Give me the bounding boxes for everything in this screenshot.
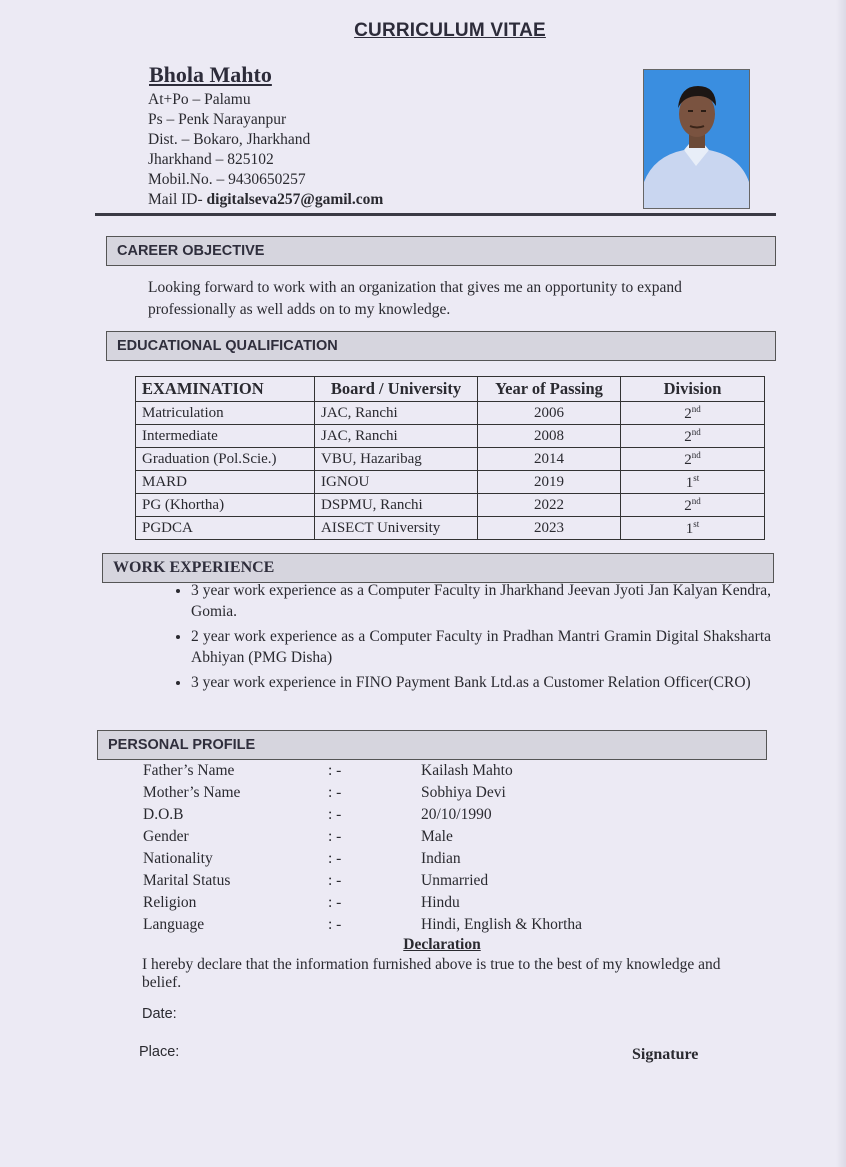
profile-value: 20/10/1990 [421,806,492,823]
profile-value: Indian [421,850,461,867]
place-label: Place: [139,1044,180,1060]
work-experience-list [165,580,771,697]
table-row [136,517,765,540]
division-cell: 1st [621,517,765,540]
profile-separator: : - [328,784,342,801]
table-row [136,448,765,471]
list-item: • 3 year work experience in FINO Payment Bank Ltd.as a Customer Relation Officer(CRO) [191,672,771,693]
column-header: Year of Passing [478,377,621,402]
year-cell: 2014 [478,448,621,471]
address-line: At+Po – Palamu [148,91,251,108]
board-cell: JAC, Ranchi [315,402,478,425]
profile-value: Unmarried [421,872,489,889]
profile-separator: : - [328,916,342,933]
profile-label: Religion [143,894,197,911]
table-row [136,471,765,494]
profile-row [143,914,582,936]
mail-line [148,190,383,210]
profile-row [143,848,582,870]
exam-cell: MARD [136,471,315,494]
address-block [148,90,383,210]
column-header: Board / University [315,377,478,402]
mail-value: digitalseva257@gamil.com [206,191,384,208]
profile-row [143,826,582,848]
profile-photo-illustration [644,70,749,208]
page-edge [836,0,846,1167]
profile-separator: : - [328,828,342,845]
document-title: CURRICULUM VITAE [354,20,546,41]
profile-row [143,870,582,892]
declaration-text: I hereby declare that the information furnished above is true to the best of my knowledge and belief. [142,956,721,991]
year-cell: 2019 [478,471,621,494]
division-cell: 2nd [621,425,765,448]
date-label: Date: [142,1006,177,1022]
career-objective-text: Looking forward to work with an organization that gives me an opportunity to expand professionally as well adds on to my knowledge. [148,279,682,318]
profile-value: Hindu [421,894,460,911]
exam-cell: Intermediate [136,425,315,448]
profile-label: Father’s Name [143,762,235,779]
exam-cell: Graduation (Pol.Scie.) [136,448,315,471]
year-cell: 2022 [478,494,621,517]
profile-value: Male [421,828,453,845]
profile-label: D.O.B [143,806,184,823]
address-line: Ps – Penk Narayanpur [148,111,287,128]
division-cell: 2nd [621,448,765,471]
profile-separator: : - [328,806,342,823]
profile-value: Sobhiya Devi [421,784,506,801]
signature-label: Signature [632,1046,699,1063]
profile-value: Hindi, English & Khortha [421,916,583,933]
year-cell: 2006 [478,402,621,425]
education-header-row [136,377,765,402]
table-row [136,402,765,425]
education-heading: EDUCATIONAL QUALIFICATION [106,331,776,361]
year-cell: 2008 [478,425,621,448]
list-item: • 2 year work experience as a Computer Faculty in Pradhan Mantri Gramin Digital Shaksharta Abhiyan (PMG Disha) [191,626,771,668]
profile-row [143,760,582,782]
declaration-heading: Declaration [403,936,481,953]
profile-label: Mother’s Name [143,784,241,801]
exam-cell: PG (Khortha) [136,494,315,517]
mail-label: Mail ID- [148,191,207,208]
profile-row [143,782,582,804]
year-cell: 2023 [478,517,621,540]
profile-separator: : - [328,894,342,911]
header-divider [95,213,776,216]
education-table [135,376,765,540]
table-row [136,425,765,448]
division-cell: 1st [621,471,765,494]
division-cell: 2nd [621,494,765,517]
board-cell: AISECT University [315,517,478,540]
list-item: • 3 year work experience as a Computer Faculty in Jharkhand Jeevan Jyoti Jan Kalyan Kendra, Gomia. [191,580,771,622]
profile-separator: : - [328,762,342,779]
profile-label: Language [143,916,205,933]
work-experience-heading: WORK EXPERIENCE [102,553,774,583]
board-cell: IGNOU [315,471,478,494]
profile-label: Marital Status [143,872,231,889]
profile-photo [643,69,750,209]
profile-row [143,804,582,826]
profile-label: Nationality [143,850,213,867]
address-line: Jharkhand – 825102 [148,151,274,168]
career-objective-heading: CAREER OBJECTIVE [106,236,776,266]
personal-profile-list [143,760,582,936]
exam-cell: Matriculation [136,402,315,425]
mobile-number: Mobil.No. – 9430650257 [148,171,306,188]
exam-cell: PGDCA [136,517,315,540]
candidate-name: Bhola Mahto [149,62,272,87]
table-row [136,494,765,517]
personal-profile-heading: PERSONAL PROFILE [97,730,767,760]
board-cell: VBU, Hazaribag [315,448,478,471]
profile-separator: : - [328,872,342,889]
board-cell: DSPMU, Ranchi [315,494,478,517]
division-cell: 2nd [621,402,765,425]
profile-separator: : - [328,850,342,867]
profile-label: Gender [143,828,189,845]
profile-value: Kailash Mahto [421,762,513,779]
column-header: EXAMINATION [136,377,315,402]
column-header: Division [621,377,765,402]
board-cell: JAC, Ranchi [315,425,478,448]
profile-row [143,892,582,914]
address-line: Dist. – Bokaro, Jharkhand [148,131,311,148]
